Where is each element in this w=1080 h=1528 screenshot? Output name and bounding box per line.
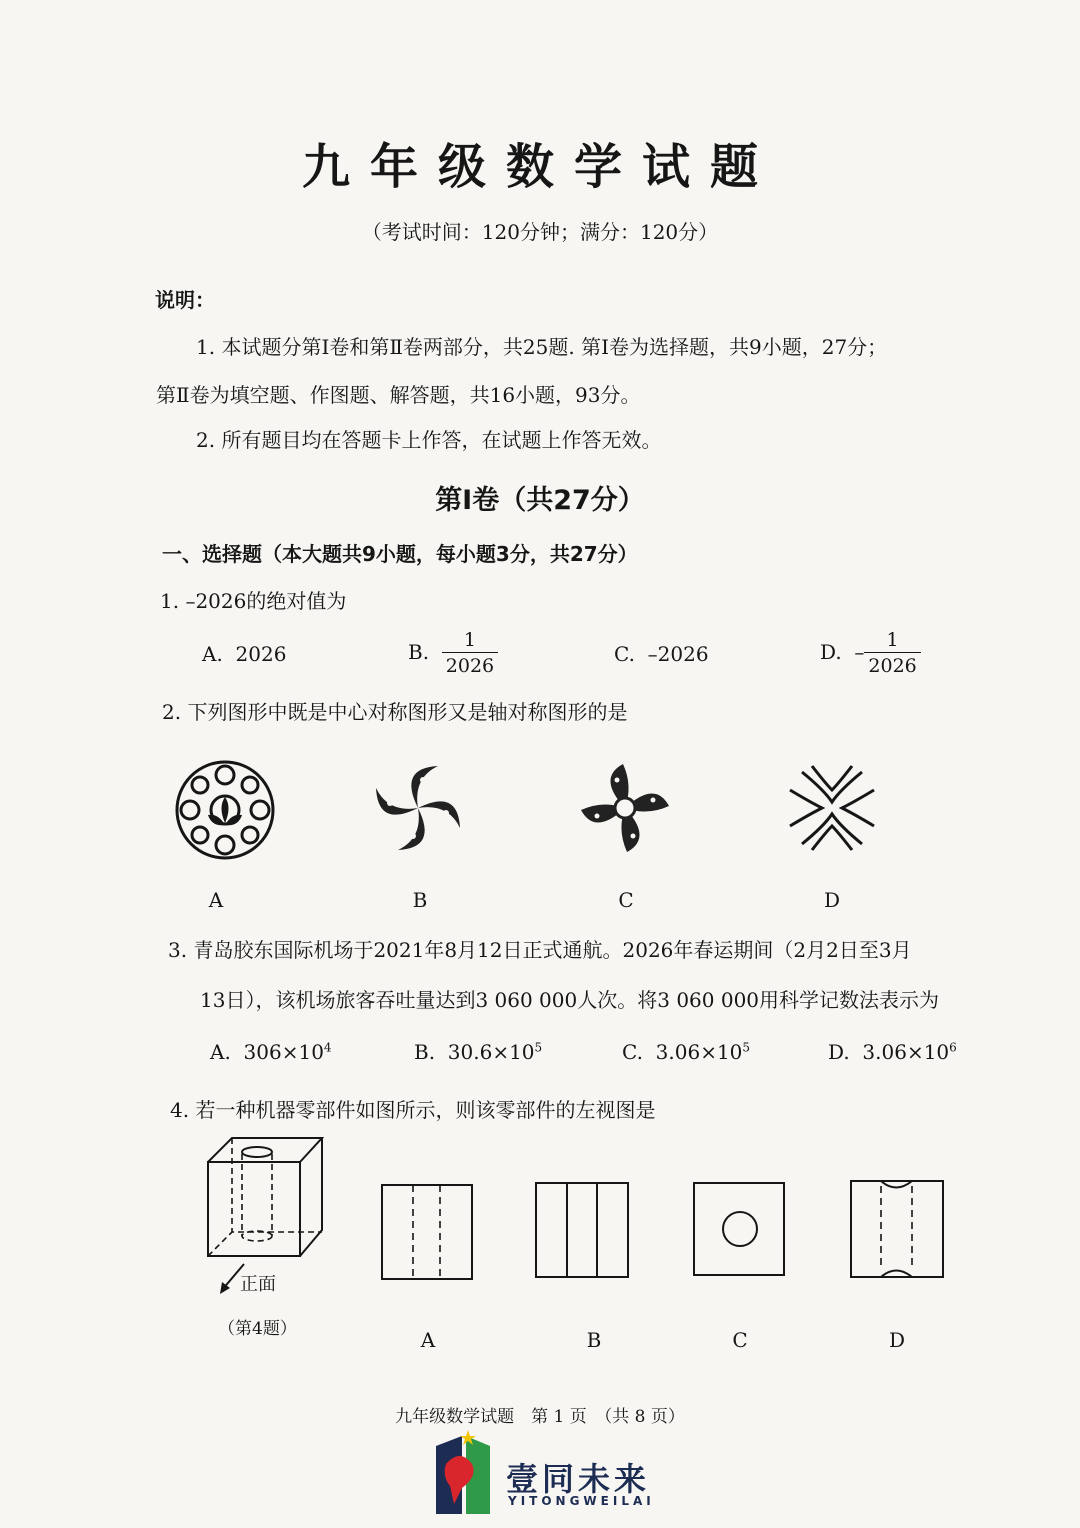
pattern-c-figure — [575, 758, 675, 858]
q4-view-d — [848, 1178, 948, 1280]
q1-option-a: A. 2026 — [202, 642, 287, 666]
question-1-stem: 1. –2026的绝对值为 — [160, 589, 347, 613]
q2-label-a: A — [208, 888, 224, 912]
watermark-latin: YITONGWEILAI — [508, 1494, 655, 1508]
instruction-2: 2. 所有题目均在答题卡上作答，在试题上作答无效。 — [196, 428, 662, 452]
page-title: 九年级数学试题 — [301, 139, 778, 195]
question-4-stem: 4. 若一种机器零部件如图所示，则该零部件的左视图是 — [170, 1098, 656, 1122]
q4-label-d: D — [888, 1328, 906, 1352]
pattern-a-figure — [170, 755, 280, 865]
figure-caption: （第4题） — [218, 1319, 297, 1339]
q4-view-c — [692, 1180, 788, 1278]
instruction-1-cont: 第Ⅱ卷为填空题、作图题、解答题，共16小题，93分。 — [156, 383, 641, 407]
q4-label-b: B — [586, 1328, 602, 1352]
question-2-stem: 2. 下列图形中既是中心对称图形又是轴对称图形的是 — [162, 700, 628, 724]
instructions-heading: 说明： — [155, 288, 215, 312]
q4-label-a: A — [420, 1328, 436, 1352]
section-title: 第Ⅰ卷（共27分） — [435, 485, 645, 516]
front-view-label: 正面 — [240, 1274, 276, 1295]
q1-option-c: C. –2026 — [614, 642, 709, 666]
instruction-1: 1. 本试题分第Ⅰ卷和第Ⅱ卷两部分，共25题. 第Ⅰ卷为选择题，共9小题，27分； — [196, 335, 888, 359]
question-3-stem: 3. 青岛胶东国际机场于2021年8月12日正式通航。2026年春运期间（2月2日至3月 — [168, 938, 912, 962]
q3-option-b: B. $30.6\times 10^5$ — [414, 1040, 543, 1064]
q3-option-c: C. $3.06\times 10^5$ — [622, 1040, 751, 1064]
pattern-b-figure — [368, 758, 468, 858]
question-3-stem-cont: 13日），该机场旅客吞吐量达到3 060 000人次。将3 060 000用科学记数法表示为 — [200, 988, 940, 1012]
q3-option-a: A. $306\times 10^4$ — [210, 1040, 332, 1064]
q1-option-d: D. – $\frac{1}{2026}$ — [820, 628, 921, 679]
pattern-d-figure — [782, 760, 882, 856]
q4-view-a — [380, 1182, 476, 1282]
q2-label-d: D — [823, 888, 841, 912]
exam-info: （考试时间：120分钟；满分：120分） — [361, 220, 719, 244]
q4-label-c: C — [732, 1328, 748, 1352]
part-heading: 一、选择题（本大题共9小题，每小题3分，共27分） — [162, 542, 638, 566]
q4-view-b — [534, 1180, 632, 1280]
q2-label-c: C — [618, 888, 634, 912]
watermark-name: 壹同未来 — [506, 1460, 651, 1498]
brand-logo-icon — [432, 1428, 494, 1518]
page-footer: 九年级数学试题 第 1 页 （共 8 页） — [395, 1407, 685, 1427]
q3-option-d: D. $3.06\times 10^6$ — [828, 1040, 957, 1064]
q2-label-b: B — [412, 888, 428, 912]
q1-option-b: B. $\frac{1}{2026}$ — [408, 628, 498, 679]
